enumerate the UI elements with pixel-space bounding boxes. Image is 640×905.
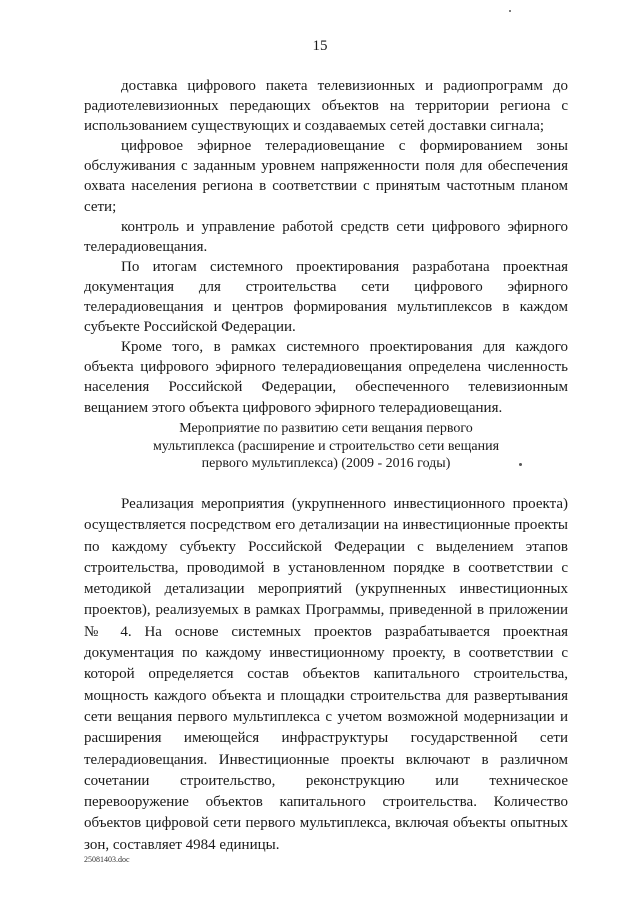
- body-text-lower: [84, 494, 568, 856]
- heading-line: первого мультиплекса) (2009 - 2016 годы): [201, 456, 451, 472]
- paragraph-design-results: По итогам системного проектирования разработана проектная документация для строительства сети цифрового эфирного телерадиовещания и центров формирования мультиплексов в каждом субъекте Российской Федерации.: [84, 258, 568, 336]
- heading-line: Мероприятие по развитию сети вещания первого: [179, 421, 473, 436]
- document-file-code: 25081403.doc: [84, 855, 130, 864]
- scan-speck: [519, 463, 522, 466]
- page-number: 15: [312, 38, 328, 54]
- heading-line: мультиплекса (расширение и строительство сети вещания: [152, 438, 500, 454]
- scan-speck: [509, 10, 511, 12]
- paragraph-control: контроль и управление работой средств сети цифрового эфирного телерадиовещания.: [84, 218, 568, 255]
- body-text-upper: [84, 76, 568, 418]
- paragraph-delivery: доставка цифрового пакета телевизионных и радиопрограмм до радиотелевизионных передающих объектов на территории региона с использованием существующих и создаваемых сетей доставки сигнала;: [84, 78, 568, 135]
- paragraph-population: Кроме того, в рамках системного проектирования для каждого объекта цифрового эфирного телерадиовещания определена численность населения Российской Федерации, обеспеченного телевизионным вещанием этого объекта цифрового эфирного телерадиовещания.: [84, 339, 568, 416]
- section-heading: [120, 420, 532, 473]
- paragraph-broadcasting: цифровое эфирное телерадиовещание с формированием зоны обслуживания с заданным уровнем напряженности поля для обеспечения охвата населения региона в соответствии с принятым частотным планом сети;: [84, 138, 568, 215]
- paragraph-implementation: Реализация мероприятия (укрупненного инвестиционного проекта) осуществляется посредством его детализации на инвестиционные проекты по каждому субъекту Российской Федерации с выделением этапов строительства, проводимой в установленном порядке в соответствии с методикой детализации мероприятий (укрупненных инвестиционных проектов), реализуемых в рамках Программы, приведенной в приложении № 4. На основе системных проектов разрабатывается проектная документация по каждому инвестиционному проекту, в соответствии с которой определяется состав объектов капитального строительства, мощность каждого объекта и площадки строительства для развертывания сети вещания первого мультиплекса с учетом возможной модернизации и расширения имеющейся инфраструктуры государственной сети телерадиовещания. Инвестиционные проекты включают в различном сочетании строительство, реконструкцию или техническое перевооружение объектов капитального строительства. Количество объектов цифровой сети первого мультиплекса, включая объекты опытных зон, составляет 4984 единицы.: [84, 496, 568, 853]
